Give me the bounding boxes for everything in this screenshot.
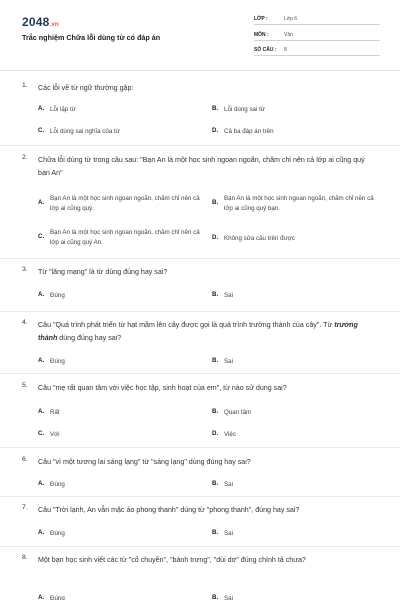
question-7: 7. Câu "Trời lạnh, An vẫn mặc áo phong thanh" dùng từ "phong thanh", đúng hay sai? A. Đúng B. Sai	[22, 504, 380, 542]
question-text: Một bạn học sinh viết các từ "cổ chuyền", "bánh trưng", "dùi dơ" đúng chính tả chưa?	[38, 556, 306, 564]
page-title: Trắc nghiệm Chữa lỗi dùng từ có đáp án	[22, 33, 161, 42]
question-6: 6. Câu "vì một tương lai sáng lạng" từ "sáng lạng" dùng đúng hay sai? A. Đúng B. Sai	[22, 456, 380, 494]
question-number: 4.	[22, 319, 28, 326]
question-number: 3.	[22, 266, 28, 273]
question-divider	[0, 496, 400, 497]
question-1: 1. Các lỗi về từ ngữ thường gặp: A. Lỗi lặp từ B. Lỗi dùng sai từ C. Lỗi dùng sai nghĩa của từ D. Cả ba đáp án trên	[22, 82, 380, 138]
site-logo[interactable]: 2048.vn	[22, 15, 59, 29]
header-divider	[0, 70, 400, 71]
meta-count-label: SỐ CÂU :	[254, 47, 277, 53]
question-text: Từ "lãng mạng" là từ dùng đúng hay sai?	[38, 268, 168, 276]
question-text: Các lỗi về từ ngữ thường gặp:	[38, 84, 134, 92]
meta-grade-value: Lớp 6	[284, 16, 298, 22]
meta-grade-label: LỚP :	[254, 16, 268, 22]
page-header	[0, 0, 400, 64]
meta-subject-value: Văn	[284, 32, 293, 38]
question-divider	[0, 145, 400, 146]
question-number: 5.	[22, 382, 28, 389]
question-3: 3. Từ "lãng mạng" là từ dùng đúng hay sai? A. Đúng B. Sai	[22, 266, 380, 306]
question-divider	[0, 447, 400, 448]
meta-subject-label: MÔN :	[254, 32, 269, 38]
question-text: Chữa lỗi dùng từ trong câu sau: "Bạn An là một học sinh ngoan ngoãn, chăm chỉ nên cả lớp ai cũng quý bạn An"	[38, 156, 365, 177]
question-text: Câu "Trời lạnh, An vẫn mặc áo phong thanh" dùng từ "phong thanh", đúng hay sai?	[38, 506, 300, 514]
meta-question-count	[254, 43, 380, 56]
question-divider	[0, 311, 400, 312]
meta-grade	[254, 12, 380, 25]
question-4: 4. Câu "Quá trình phát triển từ hạt mầm lên cây được gọi là quá trình trưởng thành của cây". Từ trưởng thành dùng đúng hay sai? A. Đúng B. Sai	[22, 319, 380, 371]
question-8: 8. Một bạn học sinh viết các từ "cổ chuyền", "bánh trưng", "dùi dơ" đúng chính tả chưa? A. Đúng B. Sai	[22, 554, 380, 598]
question-divider	[0, 373, 400, 374]
question-2: 2. Chữa lỗi dùng từ trong câu sau: "Bạn An là một học sinh ngoan ngoãn, chăm chỉ nên cả lớp ai cũng quý bạn An" A. Bạn An là một học sinh ngoan ngoãn, chăm chỉ nên cả lớp ai cũng quý. B. Bạn An là một học sinh ngoan ngoãn, chăm chỉ nên cả lớp ai cũng quý bạn. C. Bạn An là một học sinh ngoan ngoãn, chăm chỉ nên cả lớp ai cũng quý An. D. Không sửa câu trên được	[22, 154, 380, 254]
meta-subject	[254, 28, 380, 41]
highlighted-term: trưởng thành	[38, 321, 358, 342]
question-text: Câu "Quá trình phát triển từ hạt mầm lên cây được gọi là quá trình trưởng thành của cây". Từ trưởng thành dùng đúng hay sai?	[38, 321, 358, 342]
question-number: 6.	[22, 456, 28, 463]
question-number: 8.	[22, 554, 28, 561]
meta-count-value: 8	[284, 47, 287, 53]
question-number: 1.	[22, 82, 28, 89]
question-number: 7.	[22, 504, 28, 511]
question-divider	[0, 546, 400, 547]
question-divider	[0, 258, 400, 259]
question-text: Câu "mẹ rất quan tâm với việc học tập, sinh hoạt của em", từ nào sử dụng sai?	[38, 384, 287, 392]
question-text: Câu "vì một tương lai sáng lạng" từ "sáng lạng" dùng đúng hay sai?	[38, 458, 251, 466]
question-5: 5. Câu "mẹ rất quan tâm với việc học tập, sinh hoạt của em", từ nào sử dụng sai? A. Rất B. Quan tâm C. Với D. Việc	[22, 382, 380, 442]
question-number: 2.	[22, 154, 28, 161]
